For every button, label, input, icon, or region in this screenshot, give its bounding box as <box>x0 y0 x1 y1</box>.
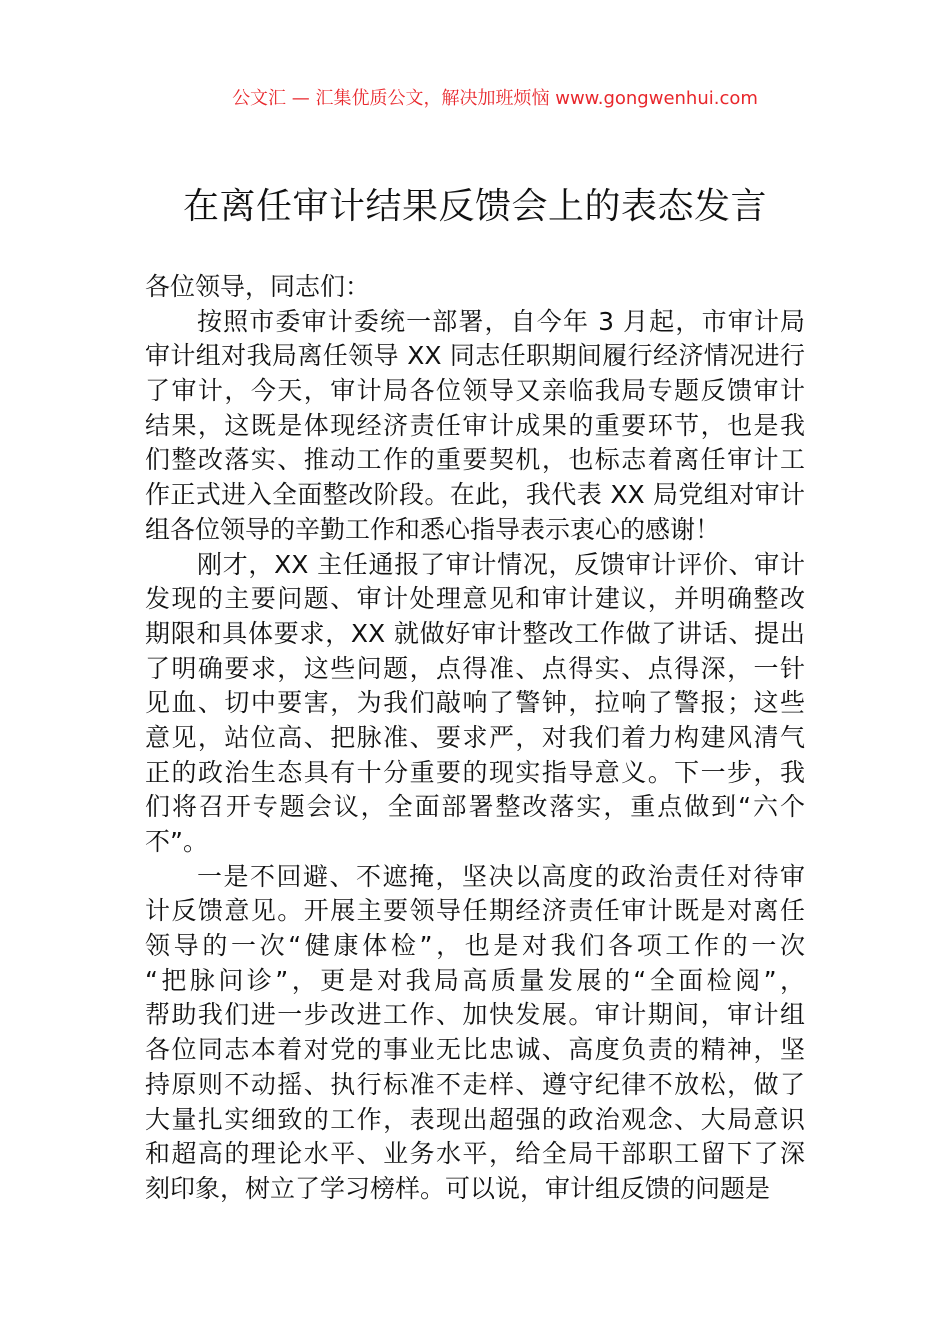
text-line: 各位同志本着对党的事业无比忠诚、高度负责的精神，坚 <box>145 1035 805 1065</box>
text-line: 结果，这既是体现经济责任审计成果的重要环节，也是我 <box>145 410 805 440</box>
text-line: 持原则不动摇、执行标准不走样、遵守纪律不放松，做了 <box>145 1069 805 1099</box>
text-line: 意见，站位高、把脉准、要求严，对我们着力构建风清气 <box>145 722 805 752</box>
watermark-header: 公文汇 — 汇集优质公文，解决加班烦恼 www.gongwenhui.com <box>232 88 758 109</box>
text-line: 领导的一次“健康体检”，也是对我们各项工作的一次 <box>145 931 805 961</box>
salutation: 各位领导，同志们： <box>145 272 371 301</box>
text-line: 和超高的理论水平、业务水平，给全局干部职工留下了深 <box>145 1139 805 1169</box>
text-line: 了审计，今天，审计局各位领导又亲临我局专题反馈审计 <box>145 376 805 406</box>
text-line: 审计组对我局离任领导 XX 同志任职期间履行经济情况进行 <box>145 341 805 371</box>
text-line: 作正式进入全面整改阶段。在此，我代表 XX 局党组对审计 <box>145 480 805 510</box>
text-line: 们将召开专题会议，全面部署整改落实，重点做到“六个 <box>145 792 805 822</box>
text-line: 计反馈意见。开展主要领导任期经济责任审计既是对离任 <box>145 896 805 926</box>
text-line: 们整改落实、推动工作的重要契机，也标志着离任审计工 <box>145 445 805 475</box>
text-line: 刚才，XX 主任通报了审计情况，反馈审计评价、审计 <box>197 549 805 579</box>
text-line: 帮助我们进一步改进工作、加快发展。审计期间，审计组 <box>145 1000 805 1030</box>
document-title: 在离任审计结果反馈会上的表态发言 <box>182 186 767 227</box>
text-line: 见血、切中要害，为我们敲响了警钟，拉响了警报；这些 <box>145 688 805 718</box>
text-line: 不”。 <box>145 827 208 856</box>
paragraph <box>145 548 805 860</box>
text-line: 发现的主要问题、审计处理意见和审计建议，并明确整改 <box>145 584 805 614</box>
paragraph <box>145 305 805 548</box>
text-line: 期限和具体要求，XX 就做好审计整改工作做了讲话、提出 <box>145 618 805 648</box>
document-body <box>145 270 805 1207</box>
text-line: 按照市委审计委统一部署，自今年 3 月起，市审计局 <box>197 306 805 336</box>
text-line: 刻印象，树立了学习榜样。可以说，审计组反馈的问题是 <box>145 1173 771 1203</box>
paragraph <box>145 860 805 1207</box>
text-line: 大量扎实细致的工作，表现出超强的政治观念、大局意识 <box>145 1104 805 1134</box>
text-line: 组各位领导的辛勤工作和悉心指导表示衷心的感谢！ <box>145 514 721 544</box>
text-line: 了明确要求，这些问题，点得准、点得实、点得深，一针 <box>145 653 805 683</box>
text-line: “把脉问诊”，更是对我局高质量发展的“全面检阅”， <box>145 965 805 995</box>
text-line: 一是不回避、不遮掩，坚决以高度的政治责任对待审 <box>197 861 805 891</box>
text-line: 正的政治生态具有十分重要的现实指导意义。下一步，我 <box>145 757 805 787</box>
